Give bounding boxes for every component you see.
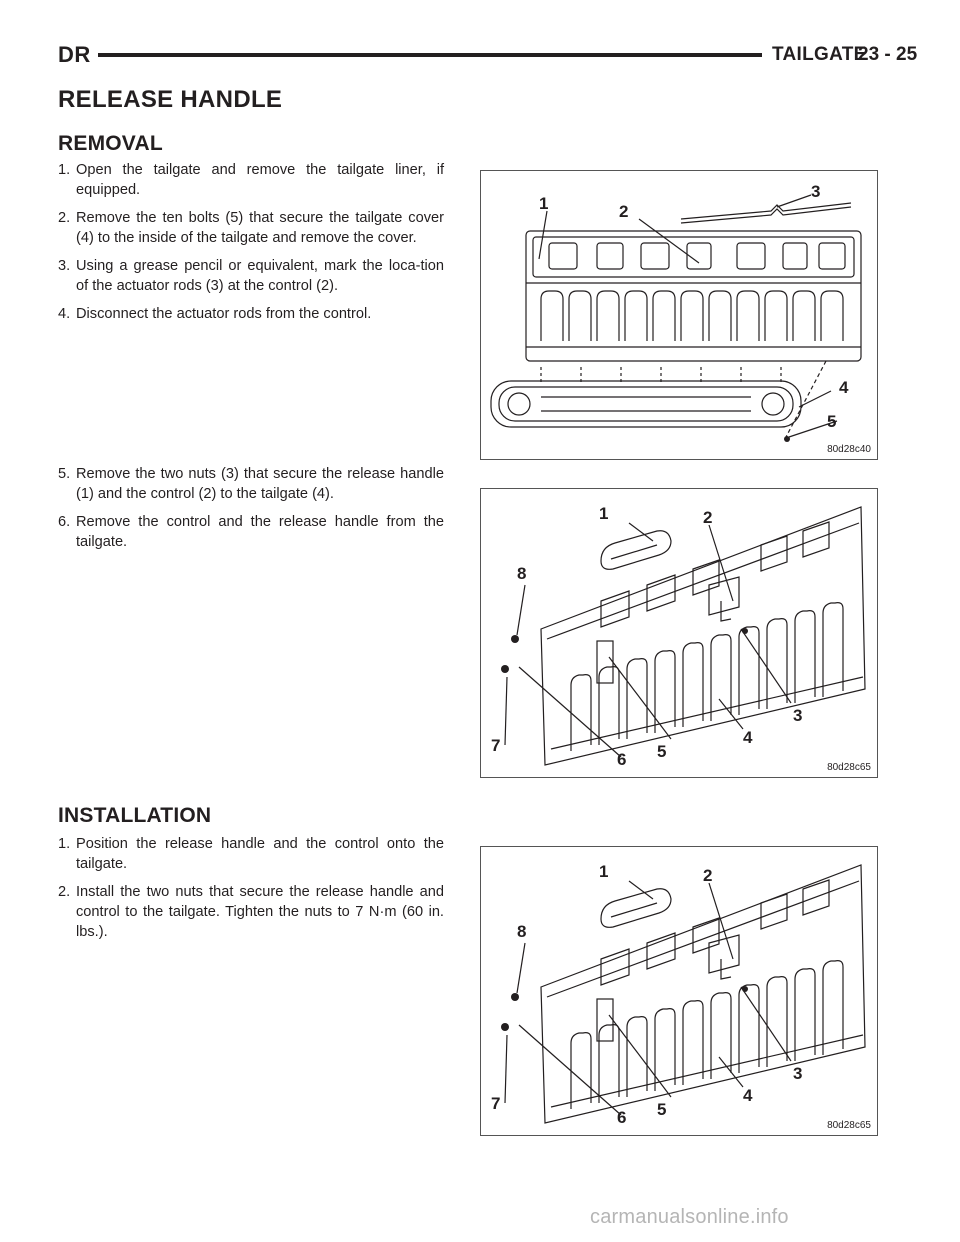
- model-code: DR: [58, 42, 91, 67]
- tailgate-install-illustration: [481, 847, 877, 1135]
- section-name: TAILGATE: [772, 44, 867, 65]
- removal-heading: REMOVAL: [58, 132, 163, 155]
- callout-4: 4: [839, 378, 849, 397]
- step-item: 2. Remove the ten bolts (5) that secure the tailgate cover (4) to the inside of the tailgate and remove the cover.: [58, 210, 444, 246]
- step-item: 3. Using a grease pencil or equivalent, mark the loca-tion of the actuator rods (3) at the control (2).: [58, 258, 444, 294]
- callout-3: 3: [793, 1064, 803, 1083]
- callout-6: 6: [617, 1108, 627, 1127]
- installation-steps: [58, 834, 444, 950]
- callout-2: 2: [703, 508, 713, 527]
- callout-1: 1: [539, 194, 549, 213]
- removal-steps-a: [58, 160, 444, 332]
- step-item: 1. Open the tailgate and remove the tailgate liner, if equipped.: [58, 162, 444, 198]
- step-item: 1. Position the release handle and the control onto the tailgate.: [58, 836, 444, 872]
- callout-4: 4: [743, 1086, 753, 1105]
- callout-5: 5: [657, 742, 667, 761]
- figure-id: 80d28c65: [827, 1120, 871, 1131]
- page-number: 23 - 25: [858, 44, 918, 65]
- figure-id: 80d28c40: [827, 444, 871, 455]
- installation-heading: INSTALLATION: [58, 804, 212, 827]
- step-item: 5. Remove the two nuts (3) that secure the release handle (1) and the control (2) to the tailgate (4).: [58, 466, 444, 502]
- step-item: 2. Install the two nuts that secure the release handle and control to the tailgate. Tighten the nuts to 7 N·m (60 in. lbs.).: [58, 884, 444, 940]
- figure-tailgate-cover: [480, 170, 878, 460]
- header-rule: [98, 53, 762, 57]
- watermark-text: carmanualsonline.info: [590, 1206, 789, 1228]
- page-header: [58, 42, 918, 72]
- callout-8: 8: [517, 564, 527, 583]
- figure-id: 80d28c65: [827, 762, 871, 773]
- callout-5: 5: [657, 1100, 667, 1119]
- callout-3: 3: [793, 706, 803, 725]
- callout-2: 2: [703, 866, 713, 885]
- callout-6: 6: [617, 750, 627, 769]
- step-item: 6. Remove the control and the release handle from the tailgate.: [58, 514, 444, 550]
- callout-1: 1: [599, 504, 609, 523]
- page-title: RELEASE HANDLE: [58, 86, 283, 113]
- step-item: 4. Disconnect the actuator rods from the control.: [58, 306, 372, 322]
- callout-8: 8: [517, 922, 527, 941]
- tailgate-cover-illustration: [481, 171, 877, 459]
- callout-7: 7: [491, 1094, 501, 1113]
- figure-tailgate-install: [480, 846, 878, 1136]
- callout-4: 4: [743, 728, 753, 747]
- callout-3: 3: [811, 182, 821, 201]
- callout-5: 5: [827, 412, 837, 431]
- callout-1: 1: [599, 862, 609, 881]
- callout-2: 2: [619, 202, 629, 221]
- tailgate-control-illustration: [481, 489, 877, 777]
- callout-7: 7: [491, 736, 501, 755]
- figure-tailgate-control: [480, 488, 878, 778]
- removal-steps-b: [58, 464, 444, 560]
